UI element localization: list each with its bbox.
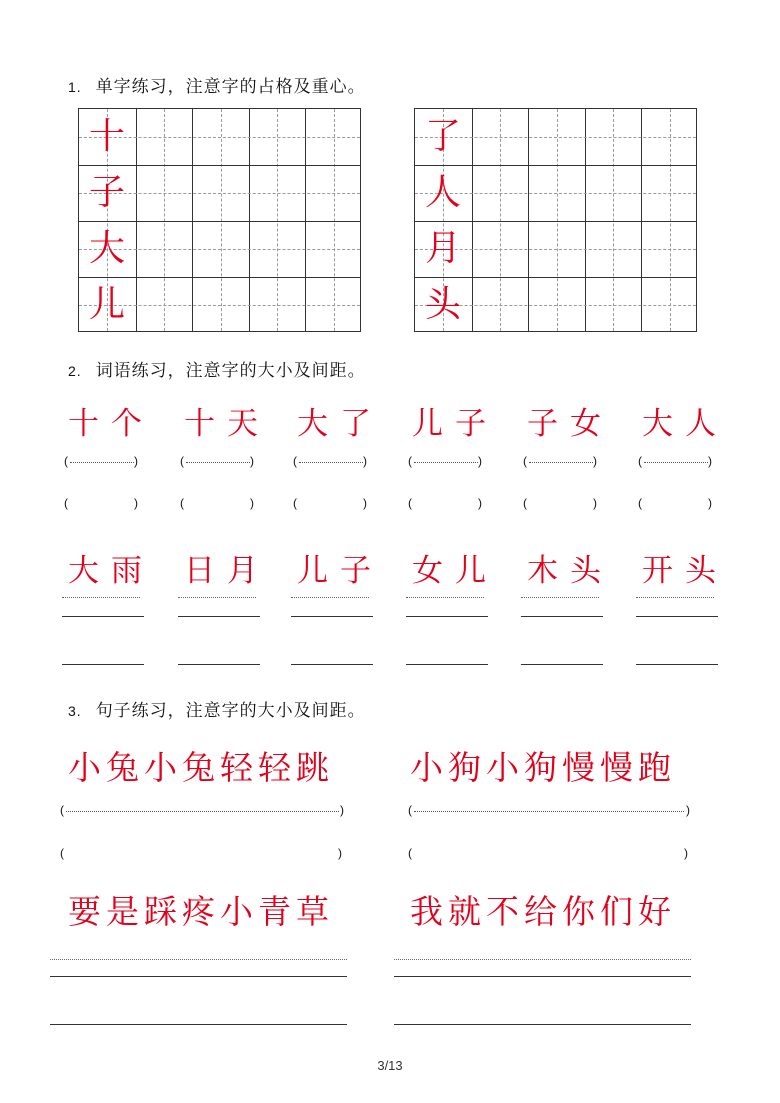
section-heading: 单字练习，注意字的占格及重心。 bbox=[95, 77, 366, 97]
paren-close: ) bbox=[250, 454, 254, 468]
writing-line bbox=[406, 664, 488, 665]
grid-character: 人 bbox=[424, 172, 461, 213]
paren-open: ( bbox=[408, 803, 412, 817]
dotted-guide-line bbox=[299, 462, 363, 463]
paren-close: ) bbox=[338, 846, 342, 860]
paren-close: ) bbox=[340, 803, 344, 817]
word-practice: 大了 bbox=[297, 406, 383, 442]
dotted-guide-line bbox=[186, 462, 250, 463]
grid-line bbox=[528, 109, 529, 331]
word-practice: 日月 bbox=[184, 553, 270, 589]
dotted-guide-line bbox=[291, 597, 369, 598]
word-practice: 十天 bbox=[184, 406, 270, 442]
paren-close: ) bbox=[134, 454, 138, 468]
paren-close: ) bbox=[684, 846, 688, 860]
dotted-guide-line bbox=[644, 462, 708, 463]
dotted-guide-line bbox=[521, 597, 599, 598]
dotted-guide-line bbox=[62, 597, 140, 598]
writing-line bbox=[636, 616, 718, 617]
paren-close: ) bbox=[478, 454, 482, 468]
section-3-title bbox=[68, 696, 366, 721]
paren-close: ) bbox=[250, 496, 254, 510]
grid-line bbox=[641, 109, 642, 331]
dotted-guide-line bbox=[414, 811, 684, 812]
writing-line bbox=[291, 616, 373, 617]
word-practice: 儿子 bbox=[412, 406, 498, 442]
writing-line bbox=[406, 616, 488, 617]
section-heading: 词语练习，注意字的大小及间距。 bbox=[95, 361, 366, 381]
dotted-guide-line bbox=[636, 597, 714, 598]
section-1-title bbox=[68, 72, 366, 97]
paren-close: ) bbox=[363, 454, 367, 468]
writing-line bbox=[291, 664, 373, 665]
dotted-guide-line bbox=[50, 959, 347, 960]
grid-line bbox=[305, 109, 306, 331]
writing-line bbox=[521, 664, 603, 665]
paren-close: ) bbox=[708, 454, 712, 468]
writing-line bbox=[62, 616, 144, 617]
paren-close: ) bbox=[593, 496, 597, 510]
grid-line bbox=[136, 109, 137, 331]
paren-open: ( bbox=[64, 496, 68, 510]
grid-character: 子 bbox=[88, 172, 125, 213]
dotted-guide-line bbox=[529, 462, 593, 463]
word-practice: 开头 bbox=[642, 553, 728, 589]
character-grid-left bbox=[78, 108, 361, 332]
page-number: 3/13 bbox=[377, 1058, 403, 1073]
paren-open: ( bbox=[60, 803, 64, 817]
paren-open: ( bbox=[523, 454, 527, 468]
grid-guide-line bbox=[164, 109, 165, 331]
grid-guide-line bbox=[500, 109, 501, 331]
dotted-guide-line bbox=[70, 462, 134, 463]
paren-open: ( bbox=[638, 454, 642, 468]
paren-close: ) bbox=[708, 496, 712, 510]
section-2-title bbox=[68, 356, 366, 381]
dotted-guide-line bbox=[394, 959, 691, 960]
paren-open: ( bbox=[523, 496, 527, 510]
word-practice: 十个 bbox=[68, 406, 154, 442]
paren-close: ) bbox=[478, 496, 482, 510]
writing-line bbox=[394, 1024, 691, 1025]
grid-line bbox=[472, 109, 473, 331]
grid-character: 月 bbox=[424, 228, 461, 269]
grid-guide-line bbox=[221, 109, 222, 331]
writing-line bbox=[178, 664, 260, 665]
section-number: 3. bbox=[68, 703, 82, 719]
grid-character: 儿 bbox=[88, 284, 125, 325]
writing-line bbox=[394, 976, 691, 977]
character-grid-right bbox=[414, 108, 697, 332]
paren-open: ( bbox=[60, 846, 64, 860]
paren-close: ) bbox=[593, 454, 597, 468]
paren-open: ( bbox=[408, 454, 412, 468]
grid-guide-line bbox=[277, 109, 278, 331]
paren-open: ( bbox=[408, 496, 412, 510]
section-number: 1. bbox=[68, 79, 82, 95]
writing-line bbox=[62, 664, 144, 665]
word-practice: 木头 bbox=[527, 553, 613, 589]
writing-line bbox=[50, 976, 347, 977]
grid-character: 大 bbox=[88, 228, 125, 269]
paren-open: ( bbox=[638, 496, 642, 510]
grid-guide-line bbox=[334, 109, 335, 331]
sentence-practice: 小狗小狗慢慢跑 bbox=[410, 748, 676, 787]
paren-close: ) bbox=[686, 803, 690, 817]
dotted-guide-line bbox=[178, 597, 256, 598]
writing-line bbox=[521, 616, 603, 617]
paren-open: ( bbox=[180, 454, 184, 468]
sentence-practice: 小兔小兔轻轻跳 bbox=[68, 748, 334, 787]
dotted-guide-line bbox=[414, 462, 478, 463]
section-heading: 句子练习，注意字的大小及间距。 bbox=[95, 701, 366, 721]
word-practice: 子女 bbox=[527, 406, 613, 442]
paren-close: ) bbox=[363, 496, 367, 510]
writing-line bbox=[178, 616, 260, 617]
paren-open: ( bbox=[408, 846, 412, 860]
writing-line bbox=[636, 664, 718, 665]
sentence-practice: 我就不给你们好 bbox=[410, 892, 676, 931]
grid-guide-line bbox=[670, 109, 671, 331]
grid-guide-line bbox=[613, 109, 614, 331]
grid-guide-line bbox=[557, 109, 558, 331]
paren-close: ) bbox=[134, 496, 138, 510]
paren-open: ( bbox=[64, 454, 68, 468]
dotted-guide-line bbox=[66, 811, 339, 812]
paren-open: ( bbox=[293, 496, 297, 510]
word-practice: 大人 bbox=[642, 406, 728, 442]
grid-character: 十 bbox=[88, 116, 125, 157]
grid-line bbox=[249, 109, 250, 331]
paren-open: ( bbox=[293, 454, 297, 468]
sentence-practice: 要是踩疼小青草 bbox=[68, 892, 334, 931]
writing-line bbox=[50, 1024, 347, 1025]
grid-character: 了 bbox=[424, 116, 461, 157]
section-number: 2. bbox=[68, 363, 82, 379]
word-practice: 儿子 bbox=[297, 553, 383, 589]
word-practice: 女儿 bbox=[412, 553, 498, 589]
word-practice: 大雨 bbox=[68, 553, 154, 589]
dotted-guide-line bbox=[406, 597, 484, 598]
grid-character: 头 bbox=[424, 284, 461, 325]
grid-line bbox=[585, 109, 586, 331]
grid-line bbox=[192, 109, 193, 331]
paren-open: ( bbox=[180, 496, 184, 510]
